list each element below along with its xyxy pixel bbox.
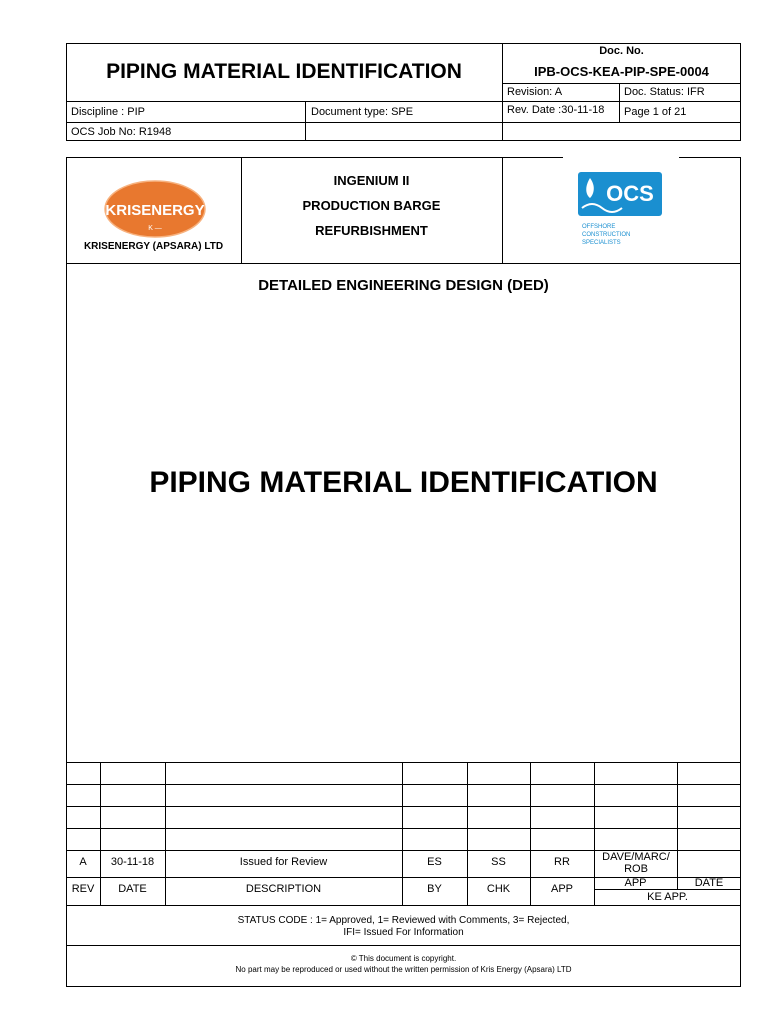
rev-cell: A — [79, 856, 87, 868]
copyright-line-1: © This document is copyright. — [350, 954, 457, 963]
header-app: APP — [550, 883, 573, 895]
svg-text:OFFSHORE: OFFSHORE — [582, 224, 616, 230]
ocs-logo — [576, 170, 666, 250]
revision: Revision: A — [507, 86, 563, 98]
header-ke-app: KE APP. — [647, 891, 688, 903]
svg-text:CONSTRUCTION: CONSTRUCTION — [582, 232, 631, 238]
client-name: KRISENERGY (APSARA) LTD — [83, 241, 224, 252]
svg-text:OCS: OCS — [606, 181, 654, 206]
header-description: DESCRIPTION — [245, 883, 322, 895]
header-date: DATE — [118, 883, 147, 895]
doc-no: IPB-OCS-KEA-PIP-SPE-0004 — [534, 64, 709, 79]
copyright-line-2: No part may be reproduced or used without the written permission of Kris Energy (Apsara) LTD — [235, 965, 572, 974]
project-line-2: PRODUCTION BARGE — [302, 198, 441, 213]
header-rev: REV — [71, 883, 95, 895]
doc-no-label: Doc. No. — [599, 45, 644, 57]
rev-date: Rev. Date :30-11-18 — [507, 104, 605, 116]
description-cell: Issued for Review — [239, 856, 328, 868]
status-code-line-2: IFI= Issued For Information — [343, 927, 464, 938]
header-by: BY — [427, 883, 442, 895]
app-cell: RR — [554, 856, 570, 868]
discipline: Discipline : PIP — [71, 106, 145, 118]
main-title: PIPING MATERIAL IDENTIFICATION — [149, 466, 658, 499]
header-title: PIPING MATERIAL IDENTIFICATION — [106, 60, 462, 83]
by-cell: ES — [427, 856, 442, 868]
ocs-job-no: OCS Job No: R1948 — [71, 126, 172, 138]
date-cell: 30-11-18 — [110, 856, 155, 868]
design-phase: DETAILED ENGINEERING DESIGN (DED) — [258, 277, 549, 294]
svg-text:SPECIALISTS: SPECIALISTS — [582, 240, 621, 246]
svg-text:KRISENERGY: KRISENERGY — [105, 202, 205, 219]
document-type: Document type: SPE — [311, 106, 414, 118]
doc-status: Doc. Status: IFR — [624, 86, 705, 98]
ke-app-cell: DAVE/MARC/ ROB — [602, 851, 670, 875]
status-code-line-1: STATUS CODE : 1= Approved, 1= Reviewed with Comments, 3= Rejected, — [237, 915, 570, 926]
page-number: Page 1 of 21 — [624, 106, 687, 118]
project-line-3: REFURBISHMENT — [315, 223, 428, 238]
header-ke-app-app: APP — [624, 877, 647, 889]
project-line-1: INGENIUM II — [333, 173, 410, 188]
svg-text:K —: K — — [148, 225, 162, 232]
chk-cell: SS — [491, 856, 506, 868]
header-chk: CHK — [486, 883, 511, 895]
header-ke-app-date: DATE — [694, 877, 724, 889]
krisenergy-logo — [104, 180, 206, 238]
